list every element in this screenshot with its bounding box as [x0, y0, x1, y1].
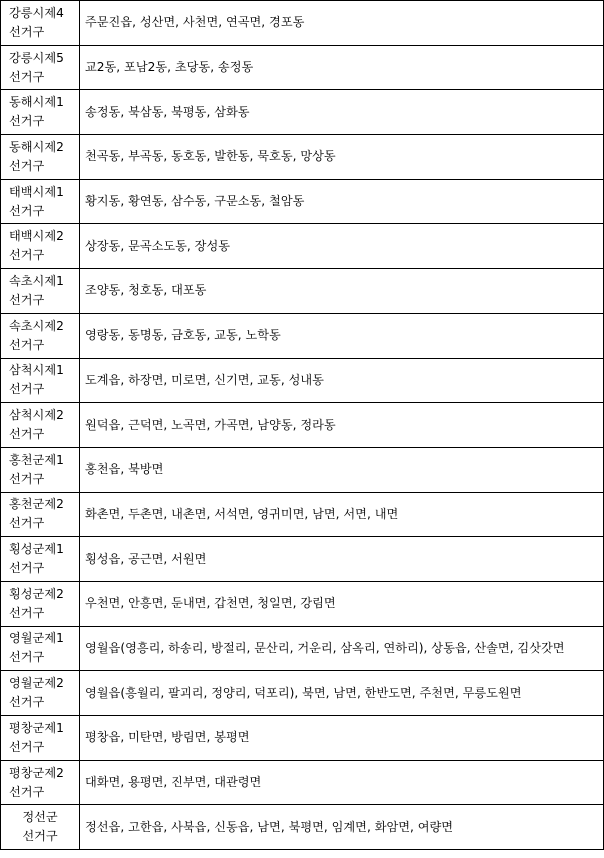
table-row: [1, 626, 604, 671]
district-name: 횡성군제2: [9, 586, 64, 601]
district-areas: 화촌면, 두촌면, 내촌면, 서석면, 영귀미면, 남면, 서면, 내면: [80, 492, 604, 537]
district-name: 홍천군제1: [9, 452, 64, 467]
district-name: 태백시제2: [9, 229, 64, 244]
district-name-cell: [1, 626, 80, 671]
district-suffix: 선거구: [9, 158, 45, 173]
table-row: [1, 403, 604, 448]
district-areas: 송정동, 북삼동, 북평동, 삼화동: [80, 90, 604, 135]
district-areas: 교2동, 포남2동, 초당동, 송정동: [80, 45, 604, 90]
table-row: [1, 447, 604, 492]
district-areas: 상장동, 문곡소도동, 장성동: [80, 224, 604, 269]
district-name-cell: [1, 1, 80, 46]
district-name: 횡성군제1: [9, 542, 64, 557]
district-suffix: 선거구: [9, 561, 45, 576]
district-name: 태백시제1: [9, 184, 64, 199]
district-name: 삼척시제1: [9, 363, 64, 378]
district-name-cell: [1, 135, 80, 180]
district-name-cell: [1, 805, 80, 850]
table-row: [1, 269, 604, 314]
district-areas: 영월읍(영흥리, 하송리, 방절리, 문산리, 거운리, 삼옥리, 연하리), 상동읍, 산솔면, 김삿갓면: [80, 626, 604, 671]
district-suffix: 선거구: [9, 382, 45, 397]
district-suffix: 선거구: [9, 605, 45, 620]
district-suffix: 선거구: [9, 650, 45, 665]
table-row: [1, 492, 604, 537]
district-suffix: 선거구: [9, 471, 45, 486]
table-row: [1, 805, 604, 850]
table-row: [1, 313, 604, 358]
district-suffix: 선거구: [9, 516, 45, 531]
district-areas: 우천면, 안흥면, 둔내면, 갑천면, 청일면, 강림면: [80, 581, 604, 626]
district-suffix: 선거구: [9, 739, 45, 754]
table-row: [1, 716, 604, 761]
district-suffix: 선거구: [9, 427, 45, 442]
district-suffix: 선거구: [9, 203, 45, 218]
district-name-cell: [1, 45, 80, 90]
district-suffix: 선거구: [9, 24, 45, 39]
district-name: 정선군: [22, 810, 58, 825]
district-name: 영월군제2: [9, 676, 64, 691]
district-name-cell: [1, 90, 80, 135]
table-row: [1, 45, 604, 90]
table-row: [1, 581, 604, 626]
district-name-cell: [1, 358, 80, 403]
district-areas: 평창읍, 미탄면, 방림면, 봉평면: [80, 716, 604, 761]
district-name-cell: [1, 403, 80, 448]
district-name: 속초시제2: [9, 318, 64, 333]
district-areas: 도계읍, 하장면, 미로면, 신기면, 교동, 성내동: [80, 358, 604, 403]
district-name: 영월군제1: [9, 631, 64, 646]
district-areas: 홍천읍, 북방면: [80, 447, 604, 492]
table-row: [1, 537, 604, 582]
district-areas: 천곡동, 부곡동, 동호동, 발한동, 묵호동, 망상동: [80, 135, 604, 180]
district-name-cell: [1, 537, 80, 582]
district-name: 삼척시제2: [9, 408, 64, 423]
district-name-cell: [1, 492, 80, 537]
district-name: 평창군제1: [9, 720, 64, 735]
district-name-cell: [1, 269, 80, 314]
table-row: [1, 760, 604, 805]
table-row: [1, 358, 604, 403]
district-areas: 정선읍, 고한읍, 사북읍, 신동읍, 남면, 북평면, 임계면, 화암면, 여량면: [80, 805, 604, 850]
district-name-cell: [1, 179, 80, 224]
district-name-cell: [1, 581, 80, 626]
table-row: [1, 135, 604, 180]
district-areas: 조양동, 청호동, 대포동: [80, 269, 604, 314]
district-suffix: 선거구: [9, 695, 45, 710]
district-name-cell: [1, 224, 80, 269]
district-suffix: 선거구: [9, 337, 45, 352]
district-suffix: 선거구: [9, 292, 45, 307]
district-areas: 대화면, 용평면, 진부면, 대관령면: [80, 760, 604, 805]
district-name-cell: [1, 671, 80, 716]
district-name: 강릉시제4: [9, 5, 64, 20]
table-row: [1, 90, 604, 135]
table-row: [1, 179, 604, 224]
district-name-cell: [1, 313, 80, 358]
district-areas: 원덕읍, 근덕면, 노곡면, 가곡면, 남양동, 정라동: [80, 403, 604, 448]
district-suffix: 선거구: [22, 829, 58, 844]
table-row: [1, 1, 604, 46]
district-suffix: 선거구: [9, 248, 45, 263]
district-areas: 주문진읍, 성산면, 사천면, 연곡면, 경포동: [80, 1, 604, 46]
district-suffix: 선거구: [9, 784, 45, 799]
district-name-cell: [1, 716, 80, 761]
district-suffix: 선거구: [9, 114, 45, 129]
table-row: [1, 224, 604, 269]
district-name: 홍천군제2: [9, 497, 64, 512]
district-areas: 횡성읍, 공근면, 서원면: [80, 537, 604, 582]
district-areas: 황지동, 황연동, 삼수동, 구문소동, 철암동: [80, 179, 604, 224]
district-name: 동해시제2: [9, 139, 64, 154]
table-row: [1, 671, 604, 716]
district-areas: 영랑동, 동명동, 금호동, 교동, 노학동: [80, 313, 604, 358]
district-name: 속초시제1: [9, 273, 64, 288]
district-name-cell: [1, 760, 80, 805]
district-areas: 영월읍(흥월리, 팔괴리, 정양리, 덕포리), 북면, 남면, 한반도면, 주천면, 무릉도원면: [80, 671, 604, 716]
district-name-cell: [1, 447, 80, 492]
district-name: 강릉시제5: [9, 50, 64, 65]
district-name: 평창군제2: [9, 765, 64, 780]
district-suffix: 선거구: [9, 69, 45, 84]
district-name: 동해시제1: [9, 95, 64, 110]
